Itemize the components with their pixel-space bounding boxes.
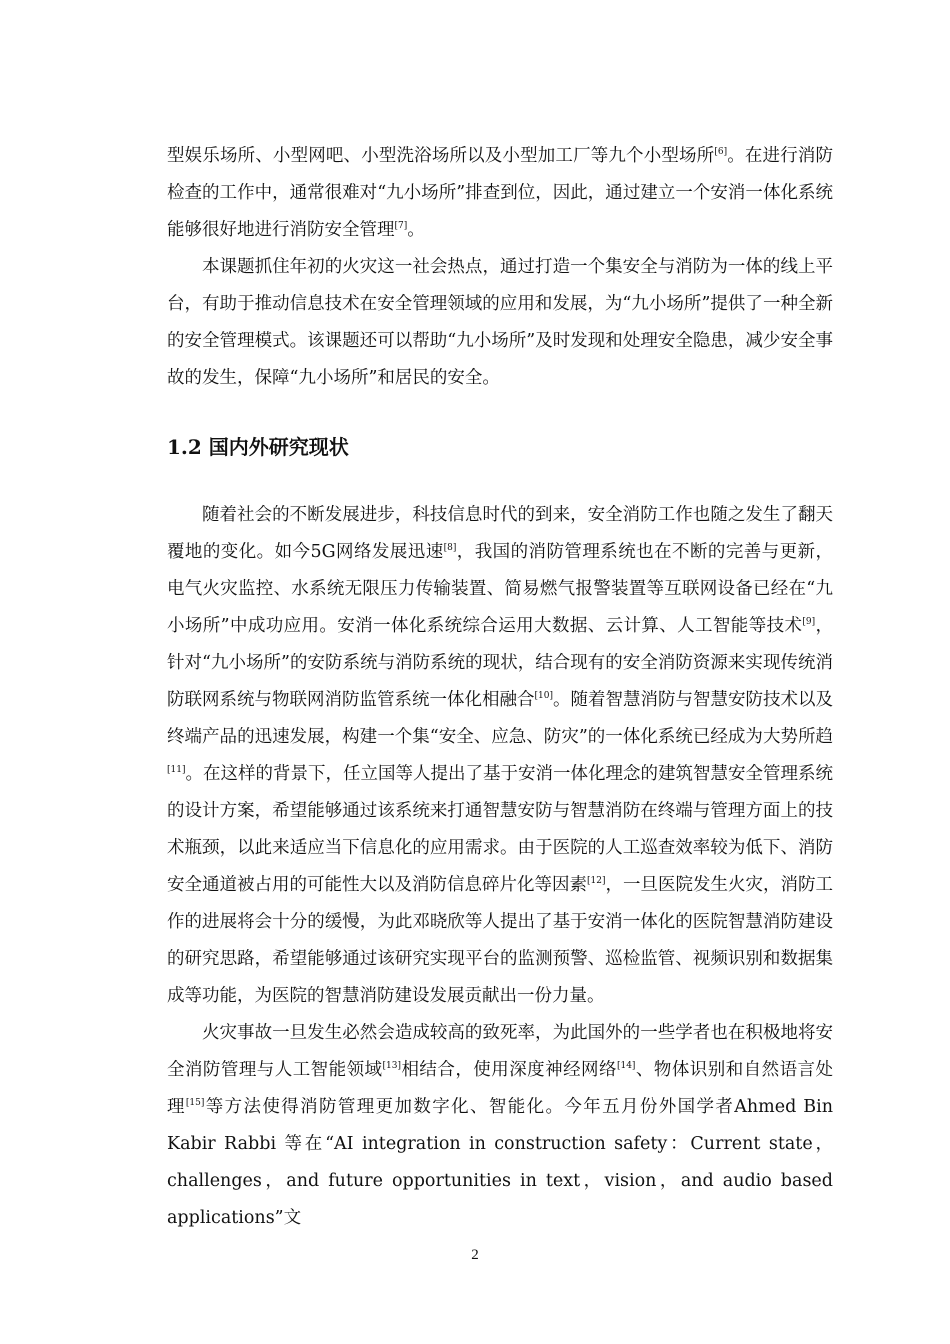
section-heading: 1.2 国内外研究现状 <box>167 435 349 459</box>
paragraph-text: ，我国的消防管理系统也在不断的完善与更新，电气火灾监控、水系统无限压力传输装置、简易燃气报警装置等互联网设备已经在“九小场所”中成功应用。安消一体化系统综合运用大数据、云计算、人工智能等技术 <box>167 542 833 636</box>
citation-ref: [7] <box>394 221 408 232</box>
paragraph-text: 随着社会的不断发展进步，科技信息时代的到来，安全消防工作也随之发生了翻天覆地的变化。如今5G网络发展迅速 <box>167 505 833 562</box>
paragraph <box>167 249 833 397</box>
paragraph <box>167 1015 833 1237</box>
citation-ref: [12] <box>587 876 606 887</box>
paragraph <box>167 497 833 1015</box>
paragraph-text: ，一旦医院发生火灾，消防工作的进展将会十分的缓慢，为此邓晓欣等人提出了基于安消一体化的医院智慧消防建设的研究思路，希望能够通过该研究实现平台的监测预警、巡检监管、视频识别和数据集成等功能，为医院的智慧消防建设发展贡献出一份力量。 <box>167 875 834 1006</box>
paragraph-text: 等方法使得消防管理更加数字化、智能化。今年五月份外国学者Ahmed Bin Kabir Rabbi 等在“AI integration in construction safety：Current state，challenges，and future opportunities in text，vision，and audio based applications”文 <box>167 1097 834 1228</box>
section-paragraphs <box>167 497 833 1237</box>
citation-ref: [13] <box>382 1061 401 1072</box>
intro-paragraphs <box>167 138 833 397</box>
citation-ref: [6] <box>714 147 728 158</box>
citation-ref: [15] <box>185 1098 205 1109</box>
citation-ref: [14] <box>616 1061 636 1072</box>
paragraph-text: 。随着智慧消防与智慧安防技术以及终端产品的迅速发展，构建一个集“安全、应急、防灾”的一体化系统已经成为大势所趋 <box>167 690 834 747</box>
citation-ref: [9] <box>802 617 816 628</box>
paragraph <box>167 138 833 249</box>
paragraph-text: 火灾事故一旦发生必然会造成较高的致死率，为此国外的一些学者也在积极地将安全消防管理与人工智能领域 <box>167 1023 833 1080</box>
paragraph-text: 型娱乐场所、小型网吧、小型洗浴场所以及小型加工厂等九个小型场所 <box>167 146 715 166</box>
citation-ref: [8] <box>443 543 457 554</box>
paragraph-text: 。 <box>407 220 425 240</box>
paragraph-text: 。在这样的背景下，任立国等人提出了基于安消一体化理念的建筑智慧安全管理系统的设计方案，希望能够通过该系统来打通智慧安防与智慧消防在终端与管理方面上的技术瓶颈，以此来适应当下信息化的应用需求。由于医院的人工巡查效率较为低下、消防安全通道被占用的可能性大以及消防信息碎片化等因素 <box>167 764 833 895</box>
page-number: 2 <box>471 1247 479 1263</box>
body-text <box>167 138 833 1237</box>
citation-ref: [11] <box>167 765 186 776</box>
paragraph-text: 本课题抓住年初的火灾这一社会热点，通过打造一个集安全与消防为一体的线上平台，有助于推动信息技术在安全管理领域的应用和发展，为“九小场所”提供了一种全新的安全管理模式。该课题还可以帮助“九小场所”及时发现和处理安全隐患，减少安全事故的发生，保障“九小场所”和居民的安全。 <box>167 257 833 388</box>
paragraph-text: 、物体识别和自然语言处理 <box>167 1060 834 1117</box>
paragraph-text: 。在进行消防检查的工作中，通常很难对“九小场所”排查到位，因此，通过建立一个安消一体化系统能够很好地进行消防安全管理 <box>167 146 834 240</box>
paragraph-text: ，针对“九小场所”的安防系统与消防系统的现状，结合现有的安全消防资源来实现传统消防联网系统与物联网消防监管系统一体化相融合 <box>167 616 833 710</box>
paragraph-text: 相结合，使用深度神经网络 <box>401 1060 617 1080</box>
citation-ref: [10] <box>534 691 553 702</box>
